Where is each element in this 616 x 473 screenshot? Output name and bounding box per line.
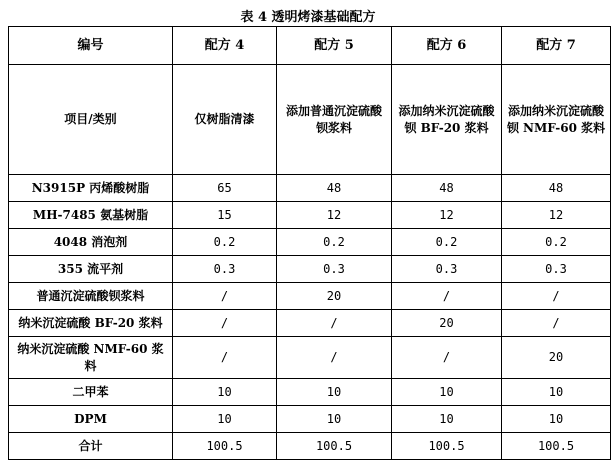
table-row [9,175,611,202]
value-cell: 20 [277,283,392,310]
item-label-cell: 纳米沉淀硫酸 NMF-60 浆料 [9,337,173,379]
value-cell: 0.3 [173,256,277,283]
table-row [9,229,611,256]
total-row [9,433,611,460]
total-value-cell: 100.5 [502,433,611,460]
value-cell: 0.2 [392,229,502,256]
category-description-cell: 添加普通沉淀硫酸钡浆料 [277,65,392,175]
value-cell: 10 [392,379,502,406]
value-cell: 10 [173,379,277,406]
id-header-cell: 编号 [9,27,173,65]
item-label-cell: 合计 [9,433,173,460]
value-cell: / [392,283,502,310]
item-label-cell: 普通沉淀硫酸钡浆料 [9,283,173,310]
value-cell: 10 [502,379,611,406]
value-cell: 10 [277,379,392,406]
category-description-cell: 添加纳米沉淀硫酸钡 NMF-60 浆料 [502,65,611,175]
value-cell: 0.3 [502,256,611,283]
category-description-cell: 添加纳米沉淀硫酸钡 BF-20 浆料 [392,65,502,175]
item-label-cell: 纳米沉淀硫酸 BF-20 浆料 [9,310,173,337]
value-cell: 48 [502,175,611,202]
formula-header-cell: 配方 4 [173,27,277,65]
value-cell: / [173,337,277,379]
table-caption: 表 4 透明烤漆基础配方 [240,10,376,25]
value-cell: 20 [502,337,611,379]
item-label-cell: 355 流平剂 [9,256,173,283]
value-cell: 48 [277,175,392,202]
formula-header-cell: 配方 6 [392,27,502,65]
total-value-cell: 100.5 [173,433,277,460]
value-cell: / [277,310,392,337]
value-cell: 0.2 [502,229,611,256]
value-cell: / [502,310,611,337]
table-row [9,202,611,229]
value-cell: 0.2 [277,229,392,256]
table-row [9,406,611,433]
value-cell: 0.3 [392,256,502,283]
value-cell: 12 [277,202,392,229]
value-cell: 10 [502,406,611,433]
item-label-cell: N3915P 丙烯酸树脂 [9,175,173,202]
table-row [9,337,611,379]
formula-header-cell: 配方 7 [502,27,611,65]
total-value-cell: 100.5 [392,433,502,460]
table-row [9,379,611,406]
value-cell: / [502,283,611,310]
total-value-cell: 100.5 [277,433,392,460]
category-label-cell: 项目/类别 [9,65,173,175]
formula-header-cell: 配方 5 [277,27,392,65]
value-cell: 0.3 [277,256,392,283]
item-label-cell: DPM [9,406,173,433]
header-row [9,27,611,65]
item-label-cell: 二甲苯 [9,379,173,406]
value-cell: 0.2 [173,229,277,256]
value-cell: 10 [277,406,392,433]
value-cell: 12 [392,202,502,229]
table-row [9,310,611,337]
value-cell: 48 [392,175,502,202]
value-cell: / [392,337,502,379]
item-label-cell: 4048 消泡剂 [9,229,173,256]
item-label-cell: MH-7485 氨基树脂 [9,202,173,229]
category-row [9,65,611,175]
value-cell: / [277,337,392,379]
table-row [9,256,611,283]
value-cell: 65 [173,175,277,202]
value-cell: 15 [173,202,277,229]
value-cell: 10 [173,406,277,433]
formula-table [8,26,611,460]
value-cell: 12 [502,202,611,229]
value-cell: / [173,283,277,310]
category-description-cell: 仅树脂清漆 [173,65,277,175]
table-row [9,283,611,310]
value-cell: 20 [392,310,502,337]
value-cell: 10 [392,406,502,433]
value-cell: / [173,310,277,337]
